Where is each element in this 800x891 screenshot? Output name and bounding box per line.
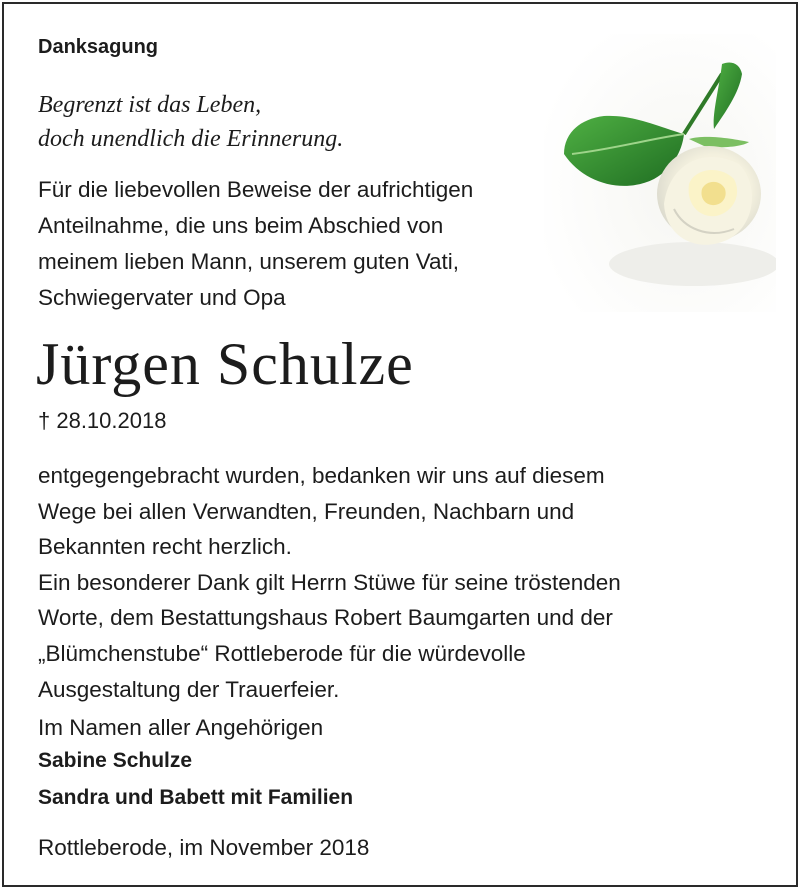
intro-text: [38, 172, 473, 316]
signature-intro: Im Namen aller Angehörigen: [38, 715, 324, 740]
body-text: [38, 458, 621, 707]
place-date: Rottleberode, im November 2018: [38, 835, 370, 860]
intro-line: Für die liebevollen Beweise der aufrichtigen: [38, 177, 474, 202]
heading: Danksagung: [38, 36, 159, 58]
white-rose-icon: [544, 34, 776, 312]
body-line: Bekannten recht herzlich.: [38, 534, 292, 560]
signer-name: Sabine Schulze: [38, 749, 193, 772]
motto-line: Begrenzt ist das Leben,: [38, 92, 262, 118]
signer-name: Sandra und Babett mit Familien: [38, 786, 354, 809]
body-line: „Blümchenstube“ Rottleberode für die würdevolle: [38, 640, 526, 666]
intro-line: Schwiegervater und Opa: [38, 285, 286, 310]
motto: [38, 88, 343, 156]
body-line: Ein besonderer Dank gilt Herrn Stüwe für seine tröstenden: [38, 569, 621, 595]
motto-line: doch unendlich die Erinnerung.: [38, 126, 344, 152]
body-line: Wege bei allen Verwandten, Freunden, Nachbarn und: [38, 498, 575, 524]
body-line: entgegengebracht wurden, bedanken wir uns auf diesem: [38, 463, 605, 488]
body-line: Ausgestaltung der Trauerfeier.: [38, 676, 340, 702]
deceased-name: Jürgen Schulze: [36, 331, 414, 397]
intro-line: meinem lieben Mann, unserem guten Vati,: [38, 249, 460, 274]
obituary-notice: [2, 2, 798, 887]
body-line: Worte, dem Bestattungshaus Robert Baumgarten und der: [38, 605, 613, 631]
death-date: † 28.10.2018: [38, 408, 167, 433]
intro-line: Anteilnahme, die uns beim Abschied von: [38, 213, 444, 238]
